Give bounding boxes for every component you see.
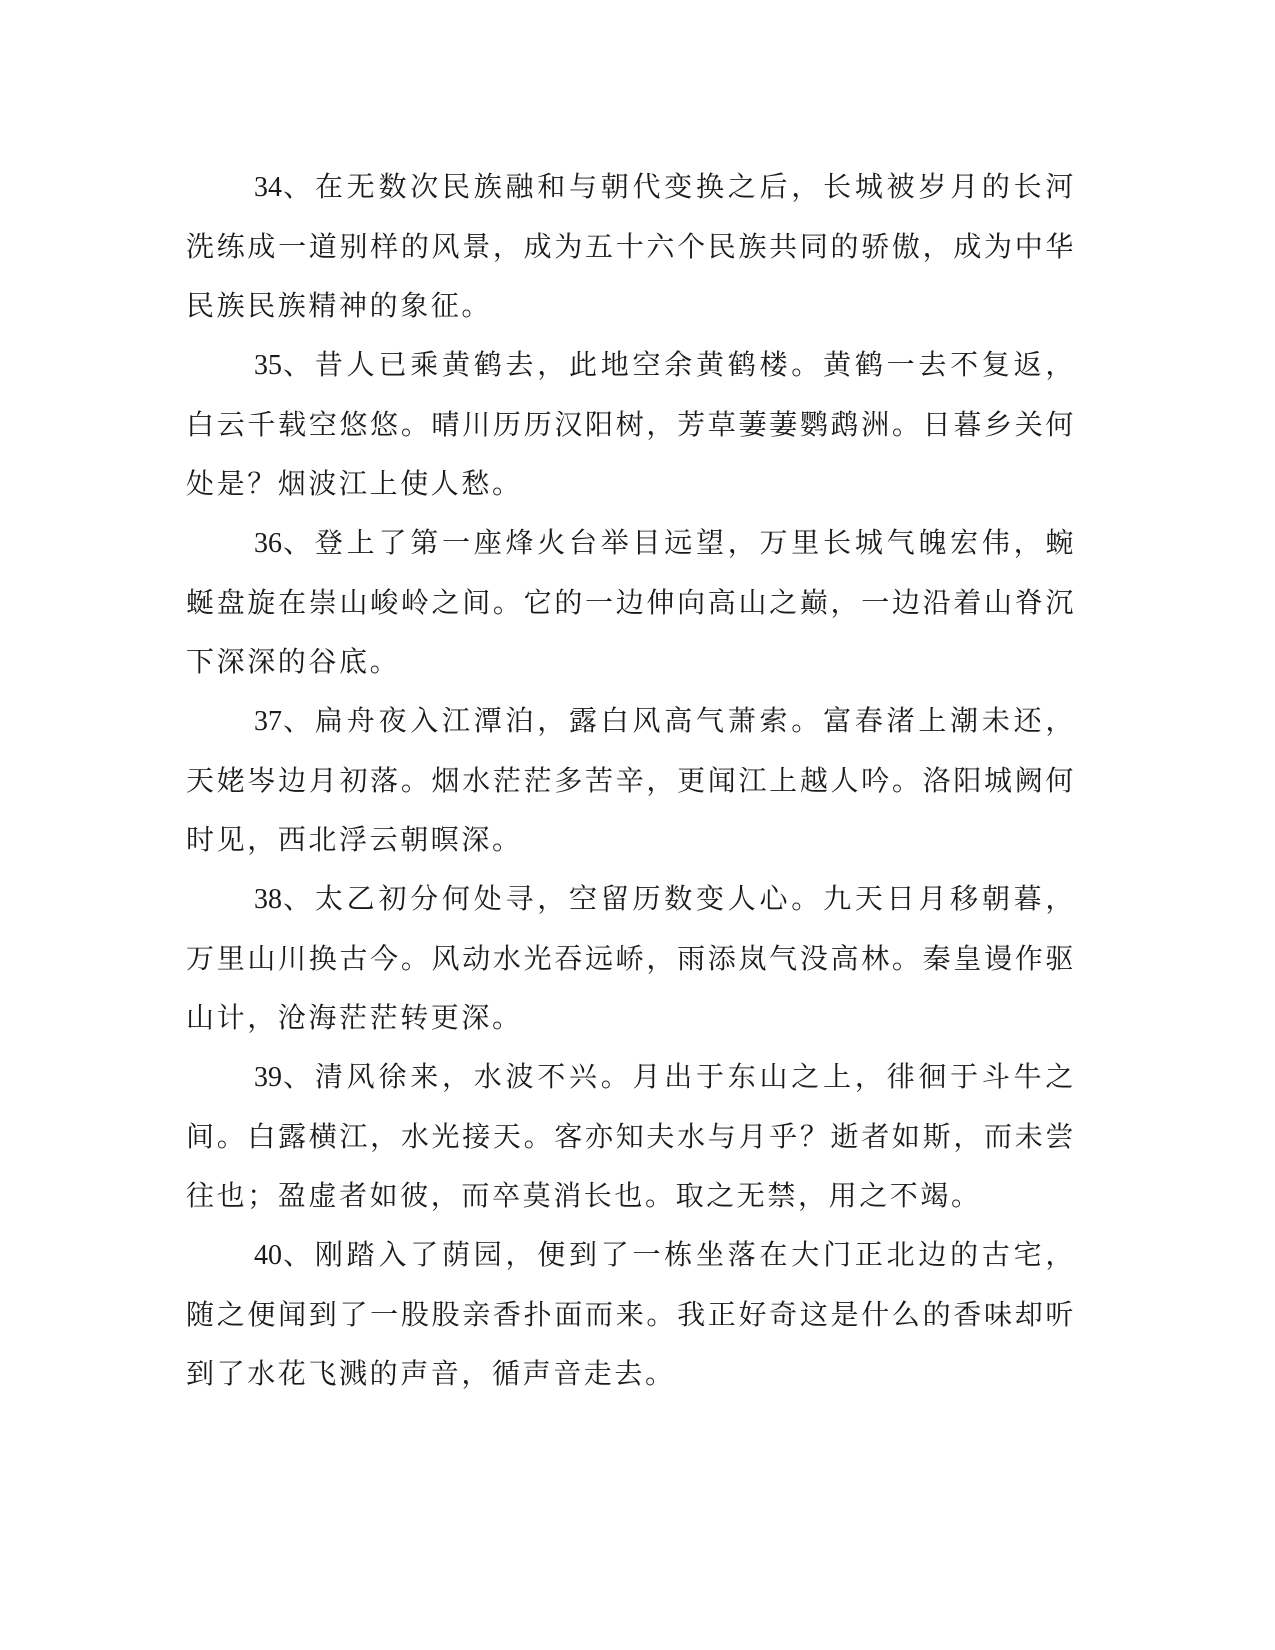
paragraph-number: 38 [254,884,282,915]
paragraph-text: 、在无数次民族融和与朝代变换之后，长城被岁月的长河洗练成一道别样的风景，成为五十六个民族共同的骄傲，成为中华民族民族精神的象征。 [186,170,1076,322]
paragraph-text: 、清风徐来，水波不兴。月出于东山之上，徘徊于斗牛之间。白露横江，水光接天。客亦知夫水与月乎？逝者如斯，而未尝往也；盈虚者如彼，而卒莫消长也。取之无禁，用之不竭。 [186,1060,1076,1212]
document-body [186,157,1076,1403]
paragraph-39 [186,1047,1076,1225]
paragraph-40 [186,1225,1076,1403]
paragraph-number: 39 [254,1062,282,1093]
paragraph-36 [186,513,1076,691]
paragraph-34 [186,157,1076,335]
paragraph-text: 、太乙初分何处寻，空留历数变人心。九天日月移朝暮，万里山川换古今。风动水光吞远峤，雨添岚气没高林。秦皇谩作驱山计，沧海茫茫转更深。 [186,882,1076,1034]
paragraph-number: 37 [254,706,282,737]
paragraph-text: 、刚踏入了荫园，便到了一栋坐落在大门正北边的古宅，随之便闻到了一股股亲香扑面而来。我正好奇这是什么的香味却听到了水花飞溅的声音，循声音走去。 [186,1238,1076,1390]
paragraph-37 [186,691,1076,869]
paragraph-35 [186,335,1076,513]
paragraph-number: 35 [254,350,282,381]
paragraph-text: 、昔人已乘黄鹤去，此地空余黄鹤楼。黄鹤一去不复返，白云千载空悠悠。晴川历历汉阳树，芳草萋萋鹦鹉洲。日暮乡关何处是？烟波江上使人愁。 [186,348,1076,500]
paragraph-number: 36 [254,528,282,559]
paragraph-text: 、扁舟夜入江潭泊，露白风高气萧索。富春渚上潮未还，天姥岑边月初落。烟水茫茫多苦辛，更闻江上越人吟。洛阳城阙何时见，西北浮云朝暝深。 [186,704,1076,856]
paragraph-number: 40 [254,1240,282,1271]
paragraph-38 [186,869,1076,1047]
paragraph-number: 34 [254,172,282,203]
paragraph-text: 、登上了第一座烽火台举目远望，万里长城气魄宏伟，蜿蜒盘旋在崇山峻岭之间。它的一边伸向高山之巅，一边沿着山脊沉下深深的谷底。 [186,526,1076,678]
